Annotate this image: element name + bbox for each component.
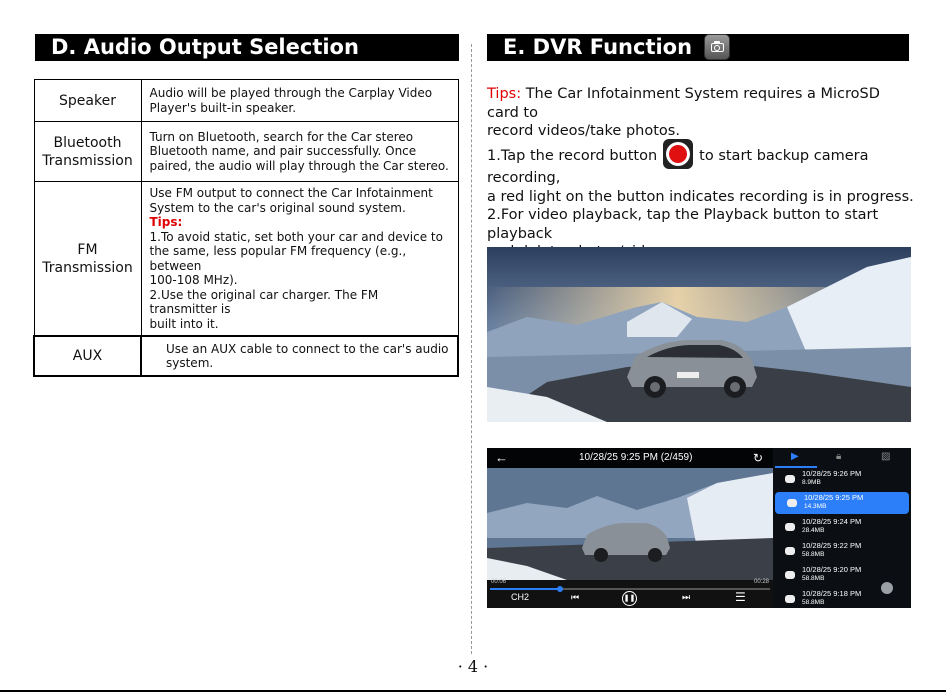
total-time: 00:28 bbox=[753, 579, 769, 585]
file-list-item[interactable]: 10/28/25 9:26 PM 8.9MB bbox=[773, 468, 911, 490]
tips-label: Tips: bbox=[487, 86, 522, 102]
next-icon[interactable]: ⏭ bbox=[682, 592, 691, 602]
car-photo bbox=[487, 247, 911, 422]
table-row-speaker bbox=[34, 80, 458, 122]
row-description: Turn on Bluetooth, search for the Car stereo Bluetooth name, and pair successfully. Once paired, the audio will play through the Car stereo. bbox=[141, 122, 458, 182]
bottom-rule bbox=[0, 690, 946, 692]
video-file-icon bbox=[785, 475, 795, 483]
file-tabs bbox=[773, 448, 911, 468]
previous-icon[interactable]: ⏮ bbox=[571, 592, 580, 602]
row-label: AUX bbox=[34, 336, 141, 376]
file-list-item[interactable]: 10/28/25 9:22 PM 58.8MB bbox=[773, 540, 911, 562]
photo-tab-icon[interactable]: ▨ bbox=[881, 451, 891, 462]
audio-output-table bbox=[33, 79, 459, 377]
row-description: Audio will be played through the Carplay Video Player's built-in speaker. bbox=[141, 80, 458, 122]
progress-knob[interactable] bbox=[557, 586, 563, 592]
progress-track[interactable] bbox=[490, 588, 770, 590]
dvr-tips: Tips: The Car Infotainment System requires a MicroSD card to record videos/take photos. bbox=[487, 86, 880, 139]
camera-icon bbox=[704, 34, 730, 60]
section-e-title: E. DVR Function bbox=[487, 34, 909, 61]
section-d-title: D. Audio Output Selection bbox=[35, 34, 459, 61]
elapsed-time: 00:06 bbox=[491, 579, 507, 585]
progress-fill bbox=[490, 588, 560, 590]
video-file-icon bbox=[785, 571, 795, 579]
file-list-item[interactable]: 10/28/25 9:20 PM 58.8MB bbox=[773, 564, 911, 586]
table-row-bluetooth bbox=[34, 122, 458, 182]
file-list-item-selected[interactable]: 10/28/25 9:25 PM 14.3MB bbox=[775, 492, 909, 514]
menu-icon[interactable]: ☰ bbox=[735, 590, 746, 604]
video-tab-icon[interactable]: ▶ bbox=[791, 451, 799, 462]
table-row-aux bbox=[34, 336, 458, 376]
refresh-icon[interactable]: ↻ bbox=[753, 451, 764, 465]
row-description: Use FM output to connect the Car Infotainment System to the car's original sound system. Tips: 1.To avoid static, set both your car and device to the same, less popular FM frequency (e.g., between 100-108 MHz). 2.Use the original car charger. The FM transmitter is built into it. bbox=[141, 182, 458, 337]
file-list-item[interactable]: 10/28/25 9:18 PM 58.8MB bbox=[773, 588, 911, 608]
row-label: FM Transmission bbox=[34, 182, 141, 337]
pause-icon[interactable]: ❚❚ bbox=[622, 591, 637, 606]
tips-label: Tips: bbox=[149, 215, 183, 229]
file-list-panel bbox=[773, 448, 911, 608]
floating-assist-button[interactable] bbox=[881, 582, 893, 594]
video-file-icon bbox=[787, 499, 797, 507]
row-label: Bluetooth Transmission bbox=[34, 122, 141, 182]
playback-screenshot bbox=[487, 448, 911, 608]
row-description: Use an AUX cable to connect to the car's audio system. bbox=[141, 336, 458, 376]
video-frame bbox=[487, 468, 773, 580]
page-number: · 4 · bbox=[457, 657, 489, 676]
video-file-icon bbox=[785, 595, 795, 603]
record-button-icon bbox=[663, 139, 693, 169]
lock-tab-icon[interactable]: 🔒︎ bbox=[836, 451, 842, 462]
player-top-bar bbox=[487, 448, 773, 468]
recording-title: 10/28/25 9:25 PM (2/459) bbox=[579, 452, 693, 463]
channel-label[interactable]: CH2 bbox=[511, 592, 530, 602]
video-file-icon bbox=[785, 523, 795, 531]
video-file-icon bbox=[785, 547, 795, 555]
column-divider bbox=[471, 44, 472, 654]
back-arrow-icon[interactable]: ← bbox=[495, 450, 508, 465]
dvr-steps: 1.Tap the record button to start backup camera recording, a red light on the button indicates recording is in progress. 2.For video playback, tap the Playback button to start playback bbox=[487, 139, 915, 262]
playback-controls bbox=[487, 580, 773, 608]
table-row-fm bbox=[34, 182, 458, 337]
row-label: Speaker bbox=[34, 80, 141, 122]
file-list-item[interactable]: 10/28/25 9:24 PM 28.4MB bbox=[773, 516, 911, 538]
